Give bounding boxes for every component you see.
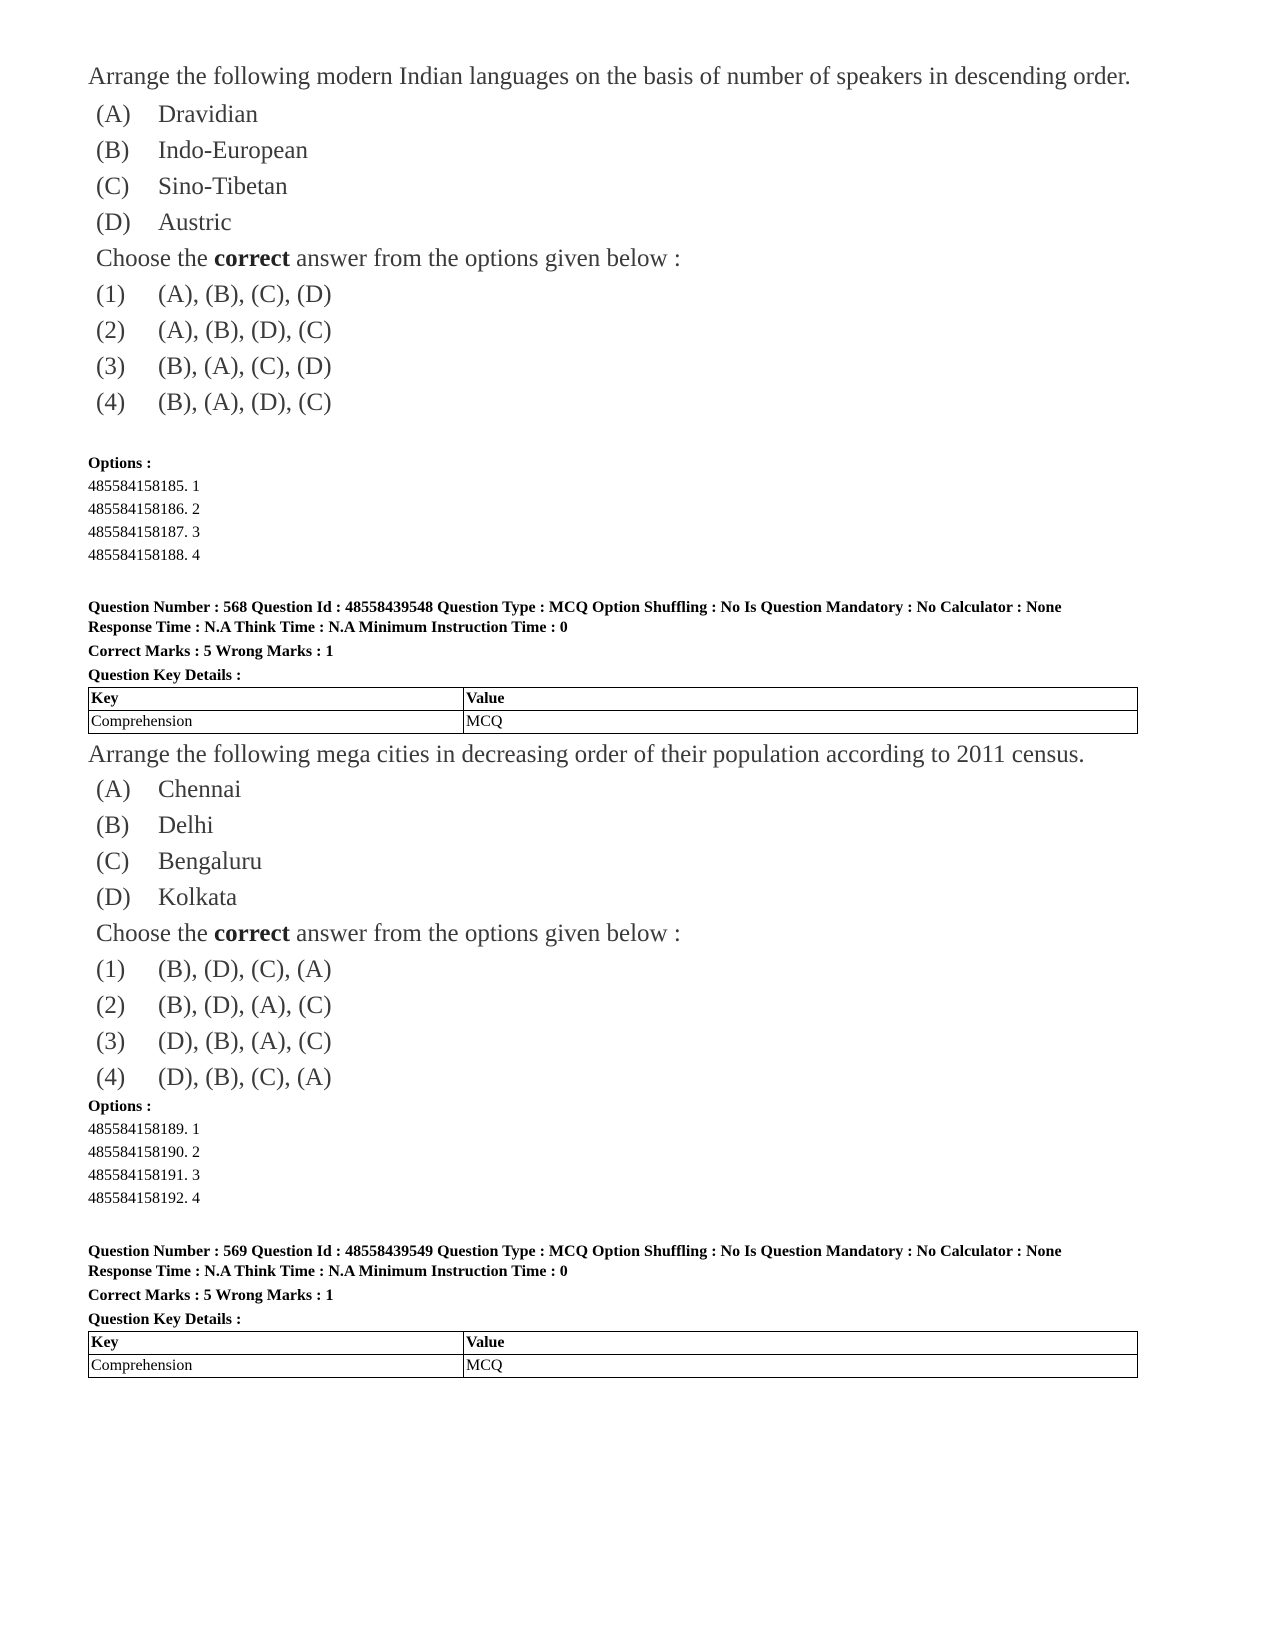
option-line: 485584158192. 4	[88, 1190, 200, 1207]
timing-info-line: Response Time : N.A Think Time : N.A Minimum Instruction Time : 0	[88, 1263, 568, 1280]
answer-label: (4)	[96, 1064, 126, 1091]
item-label: (D)	[96, 884, 131, 911]
option-line: 485584158186. 2	[88, 501, 200, 518]
item-label: (A)	[96, 776, 131, 803]
answer-label: (3)	[96, 1028, 126, 1055]
answer-text: (B), (D), (A), (C)	[158, 992, 332, 1019]
item-label: (C)	[96, 848, 130, 875]
table-header-value: Value	[464, 688, 1138, 711]
answer-option-2	[88, 313, 1228, 349]
item-text: Kolkata	[158, 884, 238, 911]
choose-text-pre: Choose the	[96, 245, 215, 272]
answer-label: (2)	[96, 992, 126, 1019]
choose-text-post: answer from the options given below :	[289, 245, 681, 272]
answer-text: (A), (B), (D), (C)	[158, 317, 332, 344]
answer-text: (D), (B), (C), (A)	[158, 1064, 332, 1091]
question-569-key-table	[88, 1331, 1138, 1378]
item-text: Chennai	[158, 776, 242, 803]
table-row	[89, 711, 1138, 734]
answer-option-4	[88, 1060, 1228, 1096]
item-text: Delhi	[158, 812, 214, 839]
question-567-options	[88, 452, 200, 567]
question-569-metadata	[88, 1242, 1208, 1330]
answer-text: (B), (A), (D), (C)	[158, 389, 332, 416]
options-heading: Options :	[88, 455, 152, 472]
table-cell-key: Comprehension	[89, 1355, 464, 1378]
list-item-c	[88, 844, 1228, 880]
answer-label: (2)	[96, 317, 126, 344]
table-header-row	[89, 1332, 1138, 1355]
question-info-line: Question Number : 568 Question Id : 48558439548 Question Type : MCQ Option Shuffling : No Is Question Mandatory : No Calculator : None	[88, 599, 1062, 616]
option-line: 485584158190. 2	[88, 1144, 200, 1161]
choose-text-post: answer from the options given below :	[289, 920, 681, 947]
option-line: 485584158189. 1	[88, 1121, 200, 1138]
table-header-key: Key	[89, 1332, 464, 1355]
option-line: 485584158185. 1	[88, 478, 200, 495]
table-cell-value: MCQ	[464, 711, 1138, 734]
question-568-key-table	[88, 687, 1138, 734]
list-item-b	[88, 133, 1228, 169]
list-item-c	[88, 169, 1228, 205]
table-row	[89, 1355, 1138, 1378]
list-item-b	[88, 808, 1228, 844]
option-line: 485584158188. 4	[88, 547, 200, 564]
item-text: Bengaluru	[158, 848, 263, 875]
table-cell-value: MCQ	[464, 1355, 1138, 1378]
choose-text-bold: correct	[214, 920, 290, 947]
answer-text: (B), (A), (C), (D)	[158, 353, 332, 380]
question-568-options	[88, 1095, 200, 1210]
marks-info-line: Correct Marks : 5 Wrong Marks : 1	[88, 1287, 334, 1304]
question-567-image	[88, 62, 1228, 421]
choose-text-bold: correct	[214, 245, 290, 272]
item-label: (B)	[96, 812, 130, 839]
option-line: 485584158191. 3	[88, 1167, 200, 1184]
item-text: Sino-Tibetan	[158, 173, 288, 200]
marks-info-line: Correct Marks : 5 Wrong Marks : 1	[88, 643, 334, 660]
question-568-metadata	[88, 598, 1208, 686]
answer-option-1	[88, 277, 1228, 313]
table-cell-key: Comprehension	[89, 711, 464, 734]
item-text: Dravidian	[158, 101, 258, 128]
item-label: (B)	[96, 137, 130, 164]
choose-text-pre: Choose the	[96, 920, 215, 947]
answer-option-3	[88, 349, 1228, 385]
options-heading: Options :	[88, 1098, 152, 1115]
item-text: Austric	[158, 209, 232, 236]
answer-option-4	[88, 385, 1228, 421]
table-header-row	[89, 688, 1138, 711]
option-line: 485584158187. 3	[88, 524, 200, 541]
answer-text: (B), (D), (C), (A)	[158, 956, 332, 983]
timing-info-line: Response Time : N.A Think Time : N.A Minimum Instruction Time : 0	[88, 619, 568, 636]
question-stem: Arrange the following mega cities in decreasing order of their population according to 2011 census.	[88, 741, 1085, 768]
question-stem: Arrange the following modern Indian languages on the basis of number of speakers in descending order.	[88, 63, 1131, 90]
item-label: (A)	[96, 101, 131, 128]
key-details-heading: Question Key Details :	[88, 1311, 242, 1328]
key-details-heading: Question Key Details :	[88, 667, 242, 684]
answer-text: (D), (B), (A), (C)	[158, 1028, 332, 1055]
item-label: (C)	[96, 173, 130, 200]
choose-instruction	[96, 916, 1228, 952]
answer-option-2	[88, 988, 1228, 1024]
table-header-key: Key	[89, 688, 464, 711]
list-item-d	[88, 880, 1228, 916]
answer-label: (3)	[96, 353, 126, 380]
answer-label: (4)	[96, 389, 126, 416]
list-item-d	[88, 205, 1228, 241]
answer-option-3	[88, 1024, 1228, 1060]
answer-option-1	[88, 952, 1228, 988]
item-label: (D)	[96, 209, 131, 236]
list-item-a	[88, 772, 1228, 808]
question-info-line: Question Number : 569 Question Id : 48558439549 Question Type : MCQ Option Shuffling : No Is Question Mandatory : No Calculator : None	[88, 1243, 1062, 1260]
answer-text: (A), (B), (C), (D)	[158, 281, 332, 308]
list-item-a	[88, 97, 1228, 133]
answer-label: (1)	[96, 281, 126, 308]
answer-label: (1)	[96, 956, 126, 983]
question-568-image	[88, 740, 1228, 1096]
item-text: Indo-European	[158, 137, 308, 164]
choose-instruction	[96, 241, 1228, 277]
table-header-value: Value	[464, 1332, 1138, 1355]
